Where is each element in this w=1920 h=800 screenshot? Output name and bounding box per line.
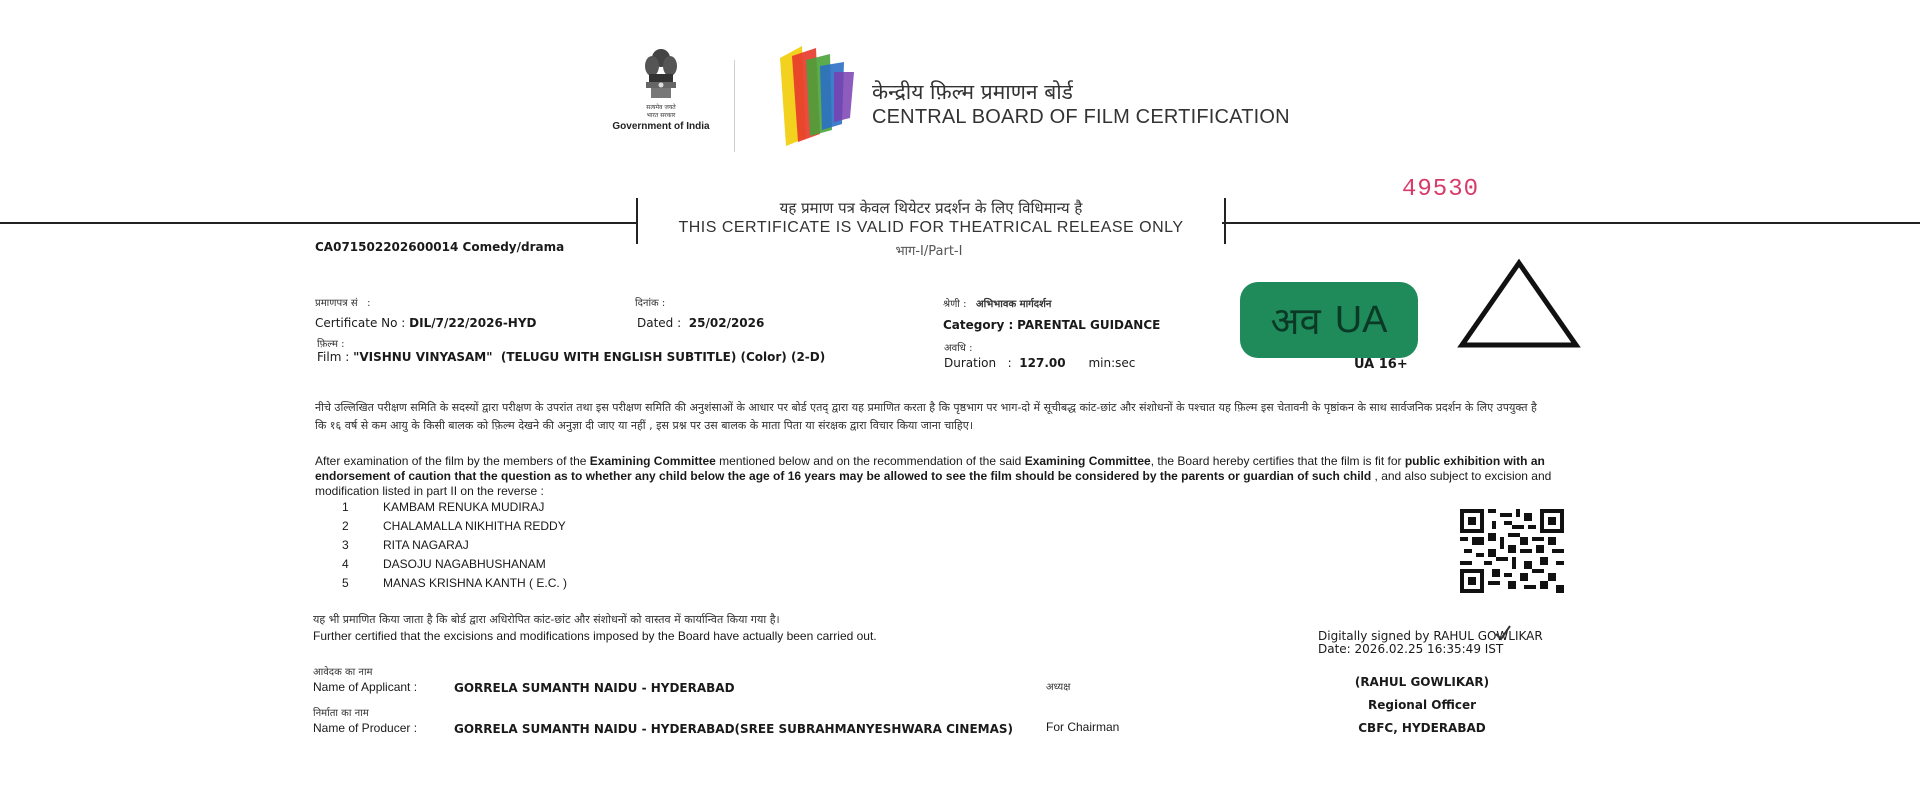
validity-box (636, 198, 1226, 244)
category-row (943, 318, 1160, 332)
emblem-hindi-gov: भारत सरकार (646, 112, 676, 119)
part-label: भाग-I/Part-I (895, 244, 963, 259)
further-certified-english: Further certified that the excisions and modifications imposed by the Board have actually been carried out. (313, 629, 877, 643)
qr-code-icon (1460, 508, 1564, 594)
producer-label: Name of Producer : (313, 721, 418, 735)
film-row (317, 350, 825, 364)
film-label-hindi: फ़िल्म : (317, 339, 345, 350)
duration-unit: min:sec (1088, 356, 1136, 370)
signatory-designation: Regional Officer (1367, 698, 1476, 712)
cbfc-logo-icon (776, 38, 856, 150)
board-name-english: CENTRAL BOARD OF FILM CERTIFICATION (872, 106, 1290, 128)
dated-value: 25/02/2026 (688, 316, 765, 330)
applicant-value: GORRELA SUMANTH NAIDU - HYDERABAD (454, 681, 735, 695)
further-certified-hindi: यह भी प्रमाणित किया जाता है कि बोर्ड द्वारा अधिरोपित कांट-छांट और संशोधनों को वास्तव में कार्यान्वित किया गया है। (313, 613, 780, 626)
triangle-symbol-icon (1456, 258, 1582, 350)
rating-badge-english: UA (1334, 298, 1388, 341)
rule-right (1222, 222, 1920, 224)
duration-label-hindi: अवधि : (944, 343, 973, 354)
validity-english: THIS CERTIFICATE IS VALID FOR THEATRICAL RELEASE ONLY (678, 219, 1184, 236)
serial-number: 49530 (1402, 176, 1480, 203)
cert-no-value: DIL/7/22/2026-HYD (409, 316, 537, 330)
board-name-hindi: केन्द्रीय फ़िल्म प्रमाणन बोर्ड (872, 80, 1073, 104)
government-emblem (606, 46, 716, 150)
government-of-india: Government of India (612, 121, 710, 132)
signature-checkmark-icon (1494, 624, 1512, 642)
duration-row: Duration : 127.00 min:sec (944, 356, 1136, 370)
rating-badge (1240, 282, 1418, 358)
duration-label: Duration (944, 356, 997, 370)
rating-age: UA 16+ (1354, 357, 1408, 372)
emblem-motto: सत्यमेव जयते (646, 104, 676, 111)
applicant-label-hindi: आवेदक का नाम (313, 667, 373, 678)
header-divider (734, 60, 735, 152)
certification-paragraph-english: After examination of the film by the members of the Examining Committee mentioned below and on the recommendation of the said Examining Committee, the Board hereby certifies that the film is fit for public exhibition with an endorsement of caution that the question as to whether any child below the age of 16 years may be allowed to see the film should be considered by the parents or guardian of such child , and also subject to excision and modification listed in part II on the reverse : (315, 454, 1552, 498)
digital-signature-line2: Date: 2026.02.25 16:35:49 IST (1318, 642, 1504, 656)
duration-value: 127.00 (1019, 356, 1066, 370)
cert-no-label-hindi: प्रमाणपत्र सं : (315, 298, 371, 309)
category-row-hindi: श्रेणी : अभिभावक मार्गदर्शन (943, 299, 1052, 310)
rating-badge-hindi: अव (1270, 301, 1321, 343)
film-label: Film : (317, 350, 350, 364)
category-value: PARENTAL GUIDANCE (1017, 318, 1161, 332)
category-value-hindi: अभिभावक मार्गदर्शन (976, 299, 1052, 310)
category-label: Category : (943, 318, 1014, 332)
rule-left (0, 222, 636, 224)
applicant-label: Name of Applicant : (313, 680, 418, 694)
cert-no-label: Certificate No : (315, 316, 406, 330)
dated-row (637, 316, 764, 330)
dated-label-hindi: दिनांक : (635, 298, 666, 309)
certification-paragraph-hindi: नीचे उल्लिखित परीक्षण समिति के सदस्यों द्वारा परीक्षण के उपरांत तथा इस परीक्षण समिति की अनुशंसाओं के आधार पर बोर्ड एतद् द्वारा यह प्रमाणित करता है कि पृष्ठभाग पर भाग-दो में सूचीबद्ध कांट-छांट और संशोधनों के पश्चात यह फ़िल्म इस चेतावनी के पृष्ठांकन के साथ सार्वजनिक प्रदर्शन के लिए उपयुक्त है कि १६ वर्ष से कम आयु के किसी बालक को फ़िल्म देखने की अनुज्ञा दी जाए या नहीं , इस प्रश्न पर उस बालक के माता पिता या संरक्षक द्वारा विचार किया जाना चाहिए। (315, 401, 1537, 432)
dated-label: Dated : (637, 316, 682, 330)
digital-signature-line1: Digitally signed by RAHUL GOWLIKAR (1318, 629, 1543, 643)
cert-no-row (315, 316, 537, 330)
chairman-label-hindi: अध्यक्ष (1046, 682, 1071, 693)
ashoka-emblem-icon (641, 46, 681, 104)
signatory-office: CBFC, HYDERABAD (1358, 721, 1486, 735)
producer-label-hindi: निर्माता का नाम (313, 708, 369, 719)
signatory-name: (RAHUL GOWLIKAR) (1354, 675, 1490, 689)
producer-value: GORRELA SUMANTH NAIDU - HYDERABAD(SREE SUBRAHMANYESHWARA CINEMAS) (454, 722, 1013, 736)
film-value: "VISHNU VINYASAM" (TELUGU WITH ENGLISH SUBTITLE) (Color) (2-D) (353, 350, 826, 364)
validity-hindi: यह प्रमाण पत्र केवल थियेटर प्रदर्शन के लिए विधिमान्य है (779, 199, 1083, 217)
certificate-code: CA071502202600014 Comedy/drama (315, 240, 565, 254)
for-chairman-label: For Chairman (1046, 720, 1120, 734)
